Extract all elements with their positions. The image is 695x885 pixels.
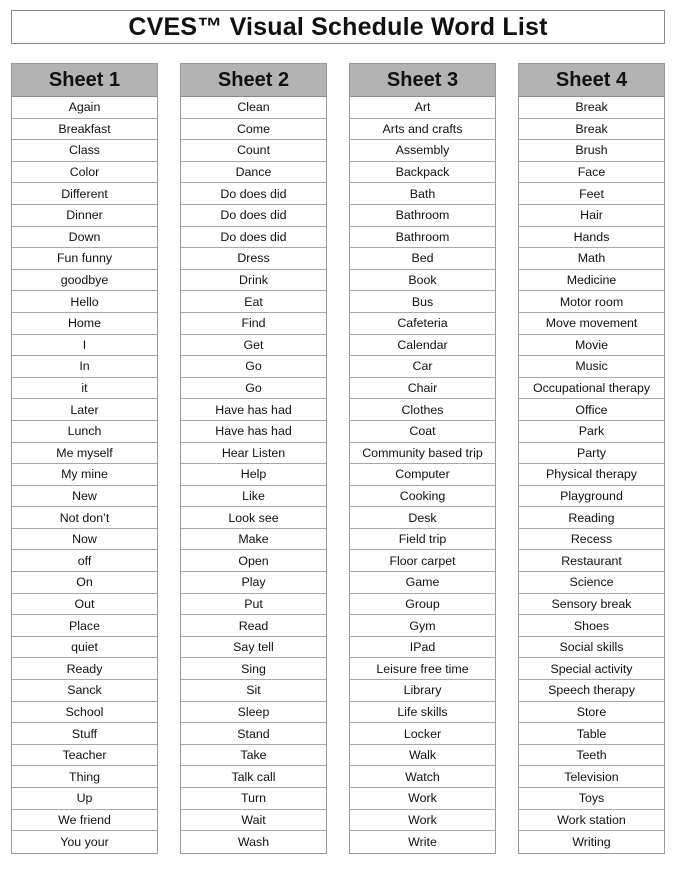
word-item: Open — [181, 550, 326, 572]
word-item: Up — [12, 788, 157, 810]
word-item: Break — [519, 97, 664, 119]
word-item: Group — [350, 594, 495, 616]
word-item: Take — [181, 745, 326, 767]
word-item: Count — [181, 140, 326, 162]
word-item: Class — [12, 140, 157, 162]
word-item: IPad — [350, 637, 495, 659]
word-item: Bath — [350, 183, 495, 205]
word-item: Recess — [519, 529, 664, 551]
word-item: Sit — [181, 680, 326, 702]
word-item: Find — [181, 313, 326, 335]
word-item: School — [12, 702, 157, 724]
word-item: Have has had — [181, 399, 326, 421]
word-item: Now — [12, 529, 157, 551]
word-item: Bus — [350, 291, 495, 313]
word-item: New — [12, 486, 157, 508]
word-item: Watch — [350, 766, 495, 788]
word-item: Work — [350, 788, 495, 810]
word-item: Say tell — [181, 637, 326, 659]
word-item: Turn — [181, 788, 326, 810]
word-item: Not don’t — [12, 507, 157, 529]
word-item: Get — [181, 335, 326, 357]
page-title: CVES™ Visual Schedule Word List — [128, 12, 548, 41]
sheet-2-word-list — [181, 97, 326, 853]
word-item: Face — [519, 162, 664, 184]
word-item: Occupational therapy — [519, 378, 664, 400]
word-item: Like — [181, 486, 326, 508]
word-item: Play — [181, 572, 326, 594]
word-item: Desk — [350, 507, 495, 529]
word-item: Backpack — [350, 162, 495, 184]
word-item: Writing — [572, 834, 611, 849]
sheet-4-word-list — [519, 97, 664, 853]
word-item: Reading — [519, 507, 664, 529]
word-item: Clothes — [350, 399, 495, 421]
word-item: Calendar — [350, 335, 495, 357]
word-item: Gym — [350, 615, 495, 637]
word-item: Look see — [181, 507, 326, 529]
word-item: Make — [181, 529, 326, 551]
sheet-1-column — [11, 63, 158, 854]
word-item: Locker — [350, 723, 495, 745]
word-item: Brush — [519, 140, 664, 162]
sheet-3-column — [349, 63, 496, 854]
word-item: Sanck — [12, 680, 157, 702]
word-item: Later — [12, 399, 157, 421]
word-item: In — [12, 356, 157, 378]
word-item: Store — [519, 702, 664, 724]
word-item: Music — [519, 356, 664, 378]
word-item: Different — [12, 183, 157, 205]
word-item: Table — [519, 723, 664, 745]
word-item: I — [12, 335, 157, 357]
sheet-2-header: Sheet 2 — [181, 64, 326, 97]
word-item: Library — [350, 680, 495, 702]
word-item: Teacher — [12, 745, 157, 767]
word-item: Talk call — [181, 766, 326, 788]
word-item: Hear Listen — [181, 443, 326, 465]
sheet-2-column — [180, 63, 327, 854]
word-item: Playground — [519, 486, 664, 508]
sheet-3-header: Sheet 3 — [350, 64, 495, 97]
word-item: Clean — [181, 97, 326, 119]
word-item: Arts and crafts — [350, 119, 495, 141]
word-item: Have has had — [181, 421, 326, 443]
sheet-4-column — [518, 63, 665, 854]
sheet-3-word-list — [350, 97, 495, 853]
word-item: Ready — [12, 658, 157, 680]
word-item: Bathroom — [350, 205, 495, 227]
word-item: quiet — [12, 637, 157, 659]
word-item: Bed — [350, 248, 495, 270]
word-item: Assembly — [350, 140, 495, 162]
word-item: Special activity — [519, 658, 664, 680]
word-item: Computer — [350, 464, 495, 486]
word-item: Go — [181, 378, 326, 400]
word-item: Community based trip — [350, 443, 495, 465]
word-item: Put — [181, 594, 326, 616]
word-item: Wait — [181, 810, 326, 832]
word-item: Come — [181, 119, 326, 141]
word-item: Eat — [181, 291, 326, 313]
word-item: Cafeteria — [350, 313, 495, 335]
word-item: Write — [408, 834, 437, 849]
word-item: Social skills — [519, 637, 664, 659]
word-item: Sleep — [181, 702, 326, 724]
word-item: Field trip — [350, 529, 495, 551]
word-item: Sing — [181, 658, 326, 680]
sheet-1-header: Sheet 1 — [12, 64, 157, 97]
word-item: Work — [350, 810, 495, 832]
word-item: Hello — [12, 291, 157, 313]
word-item: Dinner — [12, 205, 157, 227]
word-item: Feet — [519, 183, 664, 205]
title-box — [11, 10, 665, 44]
word-item: Home — [12, 313, 157, 335]
word-item: Do does did — [181, 205, 326, 227]
word-item: Break — [519, 119, 664, 141]
word-item: Place — [12, 615, 157, 637]
word-item: Coat — [350, 421, 495, 443]
word-item: Speech therapy — [519, 680, 664, 702]
word-item: Book — [350, 270, 495, 292]
word-item: On — [12, 572, 157, 594]
word-item: Restaurant — [519, 550, 664, 572]
word-item: Science — [519, 572, 664, 594]
word-item: Again — [12, 97, 157, 119]
word-item: My mine — [12, 464, 157, 486]
word-item: Cooking — [350, 486, 495, 508]
word-item: Party — [519, 443, 664, 465]
word-item: Chair — [350, 378, 495, 400]
word-item: Art — [350, 97, 495, 119]
word-item: Fun funny — [12, 248, 157, 270]
word-item: Work station — [519, 810, 664, 832]
word-item: Color — [12, 162, 157, 184]
word-item: Hair — [519, 205, 664, 227]
word-item: Do does did — [181, 227, 326, 249]
sheet-1-word-list — [12, 97, 157, 853]
sheet-4-header: Sheet 4 — [519, 64, 664, 97]
word-item: Walk — [350, 745, 495, 767]
word-item: Hands — [519, 227, 664, 249]
word-item: Toys — [519, 788, 664, 810]
word-item: Out — [12, 594, 157, 616]
word-item: Office — [519, 399, 664, 421]
word-item: Dance — [181, 162, 326, 184]
word-item: Drink — [181, 270, 326, 292]
word-item: Medicine — [519, 270, 664, 292]
word-item: Car — [350, 356, 495, 378]
word-item: Go — [181, 356, 326, 378]
word-item: Teeth — [519, 745, 664, 767]
word-item: We friend — [12, 810, 157, 832]
word-item: Dress — [181, 248, 326, 270]
word-item: Wash — [237, 834, 270, 849]
word-item: Stuff — [12, 723, 157, 745]
word-item: Floor carpet — [350, 550, 495, 572]
word-item: Move movement — [519, 313, 664, 335]
word-item: You your — [60, 834, 109, 849]
word-item: Lunch — [12, 421, 157, 443]
word-item: Stand — [181, 723, 326, 745]
word-item: Me myself — [12, 443, 157, 465]
word-item: Do does did — [181, 183, 326, 205]
word-item: Read — [181, 615, 326, 637]
word-item: Physical therapy — [519, 464, 664, 486]
word-item: Park — [519, 421, 664, 443]
word-item: Down — [12, 227, 157, 249]
word-item: Motor room — [519, 291, 664, 313]
word-item: Thing — [12, 766, 157, 788]
word-item: it — [12, 378, 157, 400]
word-item: Math — [519, 248, 664, 270]
word-item: off — [12, 550, 157, 572]
word-item: Sensory break — [519, 594, 664, 616]
word-item: Breakfast — [12, 119, 157, 141]
word-item: Game — [350, 572, 495, 594]
word-item: Shoes — [519, 615, 664, 637]
word-item: goodbye — [12, 270, 157, 292]
word-item: Life skills — [350, 702, 495, 724]
word-item: Movie — [519, 335, 664, 357]
word-item: Leisure free time — [350, 658, 495, 680]
word-item: Help — [181, 464, 326, 486]
word-item: Television — [519, 766, 664, 788]
word-item: Bathroom — [350, 227, 495, 249]
